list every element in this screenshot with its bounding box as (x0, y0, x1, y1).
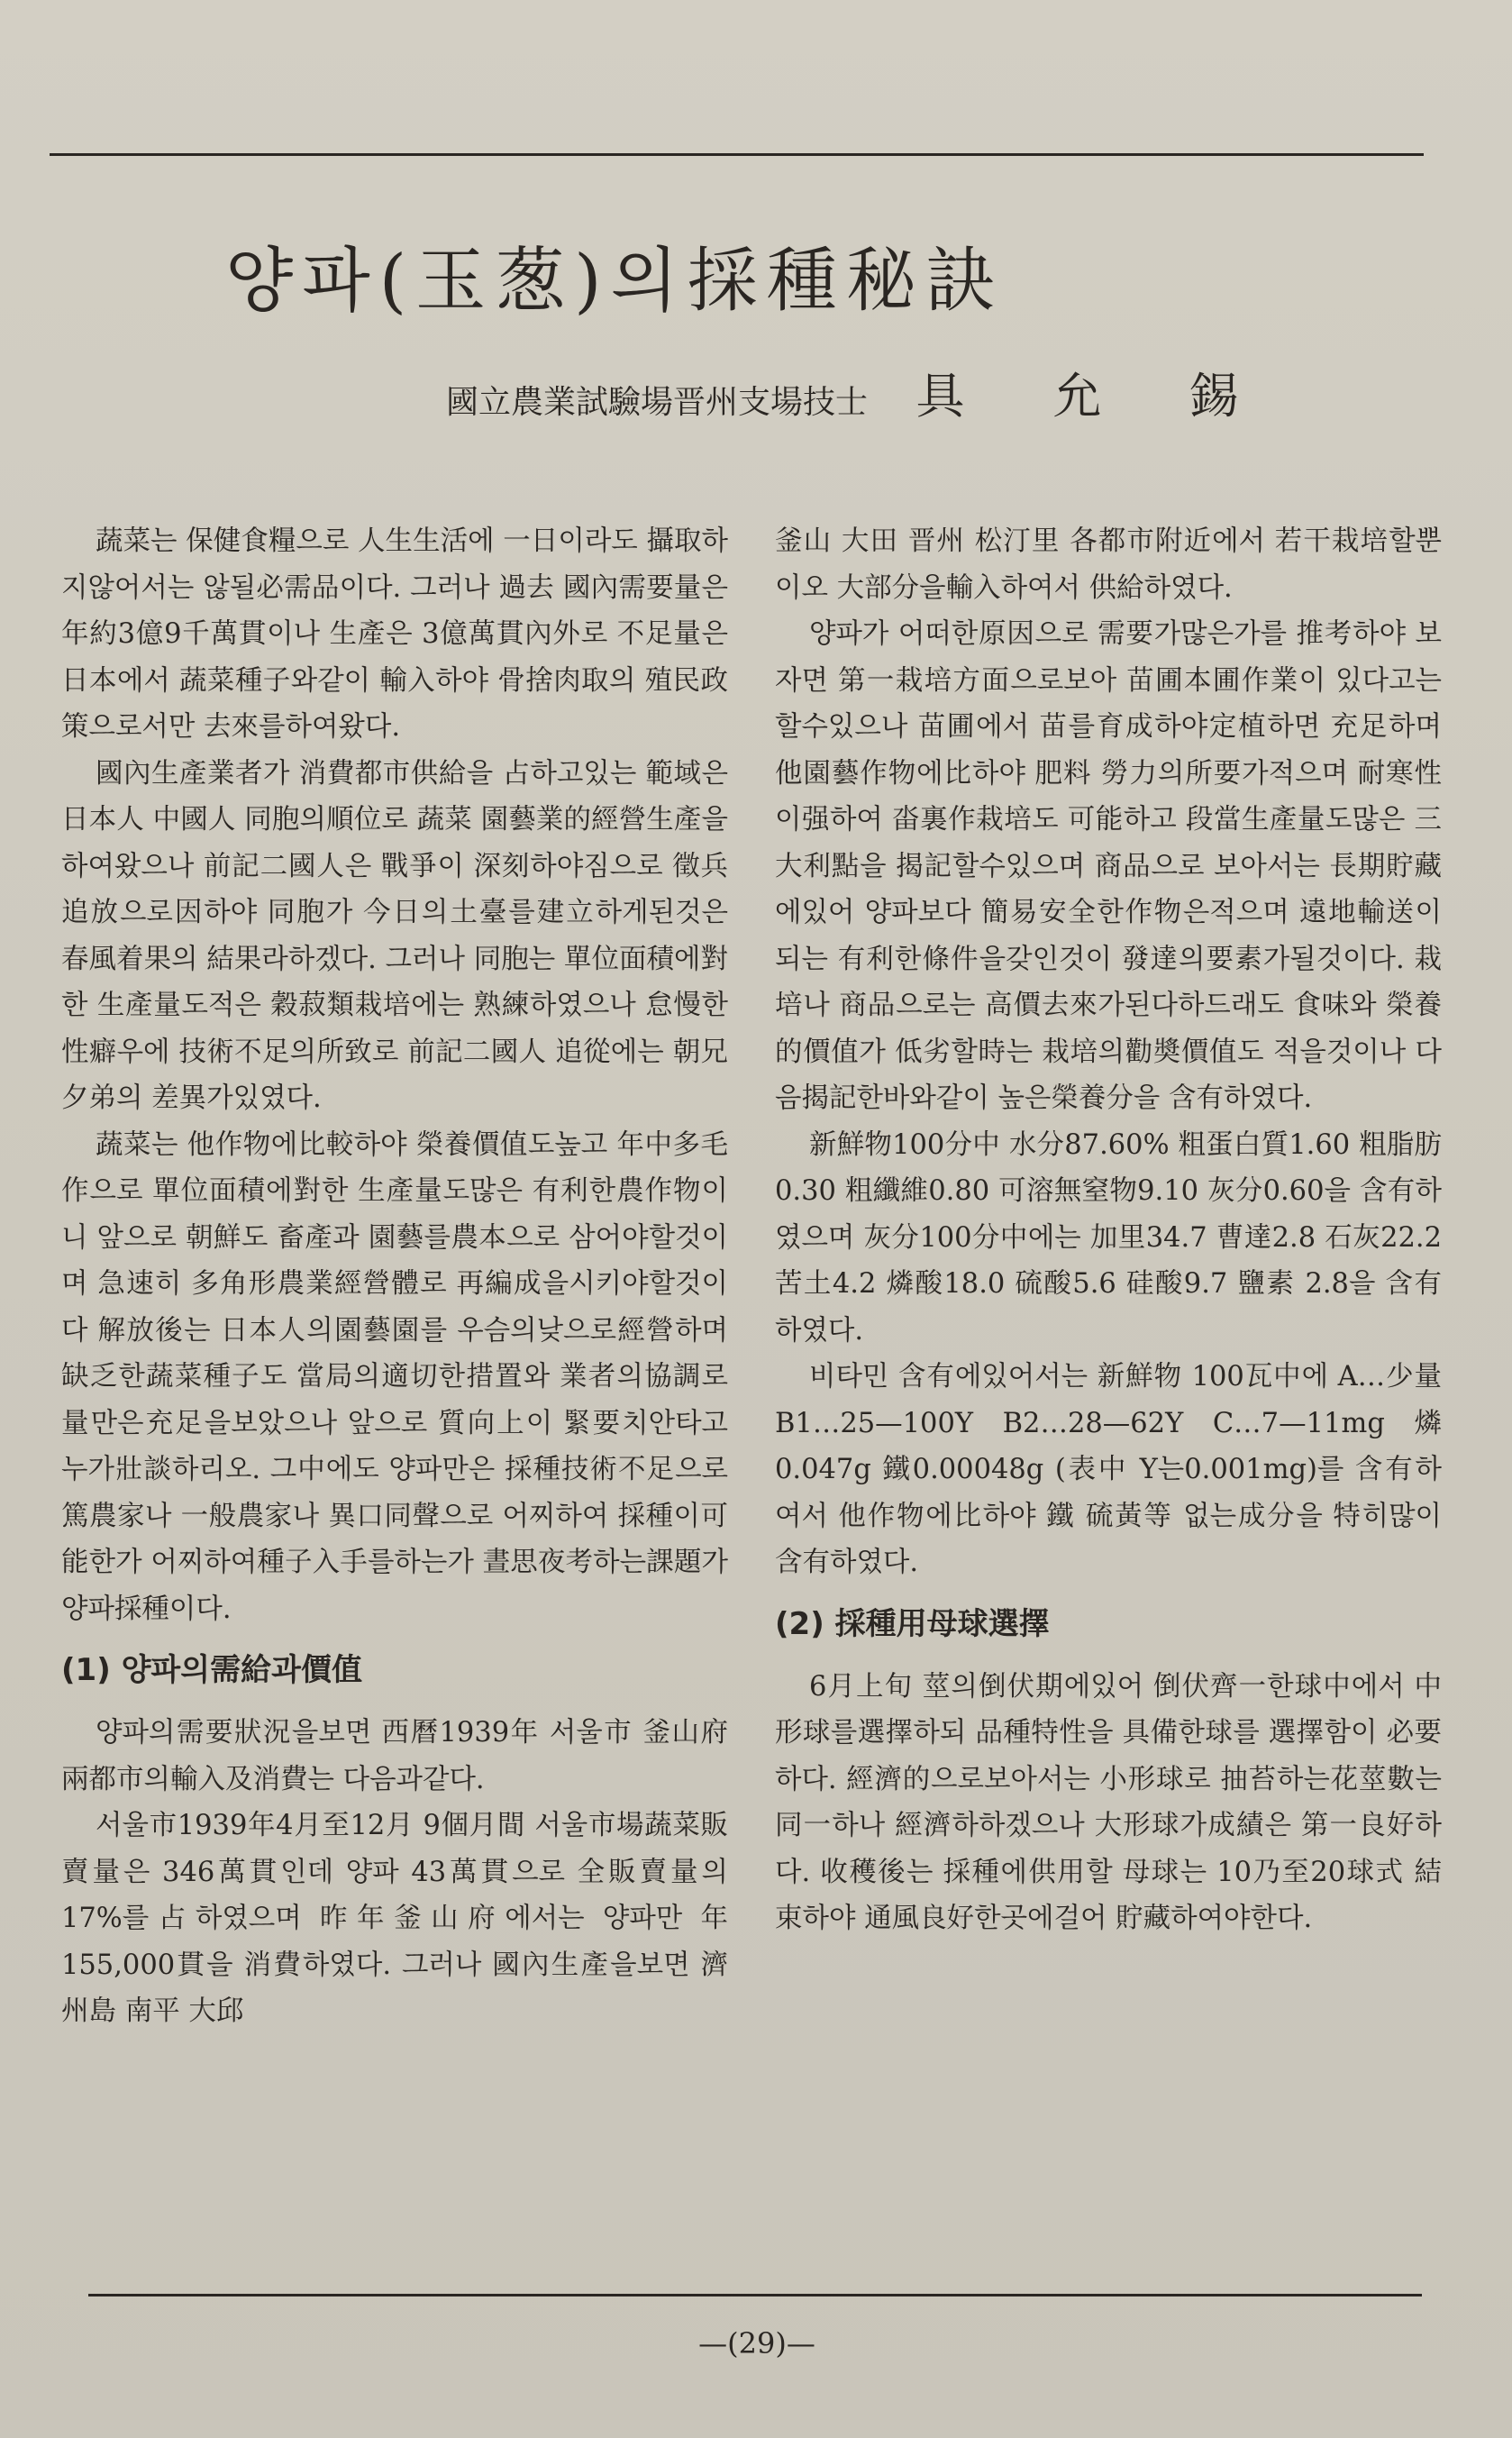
section-heading: (2) 採種用母球選擇 (775, 1605, 1050, 1642)
author-name: 具允錫 (915, 368, 1327, 425)
paragraph: 釜山 大田 晋州 松汀里 各都市附近에서 若干栽培할뿐이오 大部分을輸入하여서 供給하였다. (775, 525, 1442, 604)
paragraph: 蔬菜는 他作物에比較하야 榮養價值도높고 年中多毛作으로 單位面積에對한 生產量도많은 有利한農作物이니 앞으로 朝鮮도 畜產과 園藝를農本으로 삼어야할것이며 急速히 多角形農業經營體로 再編成을시키야할것이다 解放後는 日本人의園藝園를 우슴의낮으로經營하며 缺乏한蔬菜種子도 當局의適切한措置와 業者의協調로 量만은充足을보았으나 앞으로 質向上이 緊要치안타고 누가壯談하리오. 그中에도 양파만은 採種技術不足으로 篤農家나 一般農家나 異口同聲으로 어찌하여 採種이可能한가 어찌하여種子入手를하는가 晝思夜考하는課題가 양파採種이다. (61, 1128, 728, 1625)
paragraph: 6月上旬 莖의倒伏期에있어 倒伏齊一한球中에서 中形球를選擇하되 品種特性을 具備한球를 選擇함이 必要하다. 經濟的으로보아서는 小形球로 抽苔하는花莖數는 同一하나 經濟하하겠으나 大形球가成績은 第一良好하다. 收穫後는 採種에供用할 母球는 10乃至20球式 結束하야 通風良好한곳에걸어 貯藏하여야한다. (775, 1670, 1442, 1934)
paragraph: 蔬菜는 保健食糧으로 人生生活에 一日이라도 攝取하지않어서는 않될必需品이다. 그러나 過去 國內需要量은 年約3億9千萬貫이나 生產은 3億萬貫內外로 不足量은 日本에서 蔬菜種子와같이 輸入하야 骨捨肉取의 殖民政策으로서만 去來를하여왔다. (61, 525, 728, 743)
paragraph: 新鮮物100分中 水分87.60% 粗蛋白質1.60 粗脂肪0.30 粗纖維0.80 可溶無窒物9.10 灰分0.60을 含有하였으며 灰分100分中에는 加里34.7 曹達2.8 石灰22.2 苦土4.2 燐酸18.0 硫酸5.6 硅酸9.7 鹽素 2.8을 含有하였다. (775, 1128, 1442, 1347)
top-rule (50, 153, 1424, 156)
paragraph: 비타민 含有에있어서는 新鮮物 100瓦中에 A…少量 B1…25—100Y B2…28—62Y C…7—11mg 燐0.047g 鐵0.00048g (表中 Y는0.001mg)를 含有하여서 他作物에比하야 鐵 硫黃等 없는成分을 特히많이 含有하였다. (775, 1361, 1442, 1578)
paragraph: 양파의需要狀況을보면 西曆1939年 서울市 釜山府 兩都市의輸入及消費는 다음과같다. (61, 1717, 728, 1795)
paragraph: 國內生產業者가 消費都市供給을 占하고있는 範域은 日本人 中國人 同胞의順位로 蔬菜 園藝業的經營生產을 하여왔으나 前記二國人은 戰爭이 深刻하야짐으로 徵兵追放으로因하야 同胞가 今日의土臺를建立하게된것은 春風着果의 結果라하겠다. 그러나 同胞는 單位面積에對한 生產量도적은 穀菽類栽培에는 熟練하였으나 怠慢한性癖우에 技術不足의所致로 前記二國人 追從에는 朝兄夕弟의 差異가있였다. (61, 757, 728, 1114)
author-affiliation: 國立農業試驗場晋州支場技士 (446, 384, 869, 421)
paragraph: 서울市1939年4月至12月 9個月間 서울市場蔬菜販賣量은 346萬貫인데 양파 43萬貫으로 全販賣量의17%를占하였으며 昨年釜山府에서는 양파만 年155,000貫을 消費하였다. 그러나 國內生產을보면 濟州島 南平 大邱 (61, 1810, 728, 2027)
page-number: —(29)— (698, 2326, 815, 2360)
paragraph: 양파가 어떠한原因으로 需要가많은가를 推考하야 보자면 第一栽培方面으로보아 苗圃本圃作業이 있다고는할수있으나 苗圃에서 苗를育成하야定植하면 充足하며 他園藝作物에比하야 肥料 勞力의所要가적으며 耐寒性이强하여 畓裏作栽培도 可能하고 段當生產量도많은 三大利點을 揭記할수있으며 商品으로 보아서는 長期貯藏에있어 양파보다 簡易安全한作物은적으며 遠地輸送이되는 有利한條件을갖인것이 發達의要素가될것이다. 栽培나 商品으로는 高價去來가된다하드래도 食味와 榮養的價值가 低劣할時는 栽培의勸奬價值도 적을것이나 다음揭記한바와같이 높은榮養分을 含有하였다. (775, 618, 1442, 1114)
author-byline (446, 370, 1347, 430)
right-column (775, 518, 1442, 1942)
left-column (61, 518, 728, 2035)
section-heading: (1) 양파의需給과價值 (61, 1652, 362, 1688)
bottom-rule (88, 2294, 1422, 2296)
article-title: 양파(玉葱)의採種秘訣 (225, 241, 1005, 322)
